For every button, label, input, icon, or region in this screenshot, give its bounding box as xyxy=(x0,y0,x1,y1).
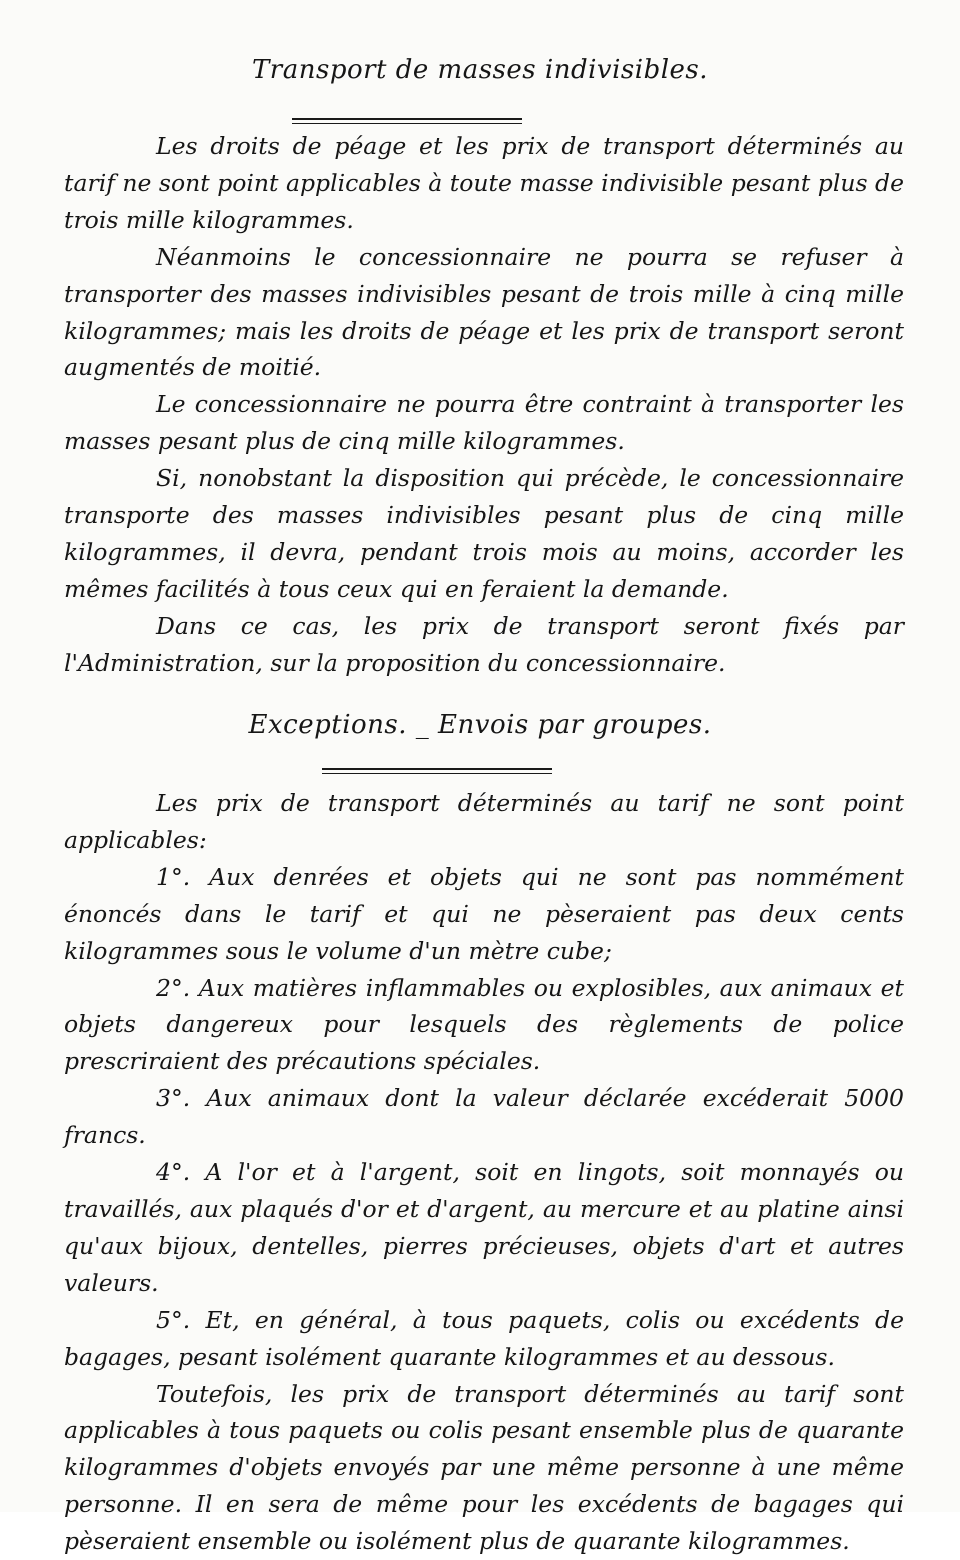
list-item: 5°. Et, en général, à tous paquets, colis ou excédents de bagages, pesant isolément quarante kilogrammes et au dessous. xyxy=(64,1302,904,1376)
list-item: 4°. A l'or et à l'argent, soit en lingots, soit monnayés ou travaillés, aux plaqués d'or et d'argent, au mercure et au platine ainsi qu'aux bijoux, dentelles, pierres précieuses, objets d'art et autres valeurs. xyxy=(64,1154,904,1302)
list-item: 3°. Aux animaux dont la valeur déclarée excéderait 5000 francs. xyxy=(64,1080,904,1154)
section-body-exceptions xyxy=(64,785,904,1560)
section-title-masses: Transport de masses indivisibles. xyxy=(0,55,960,85)
paragraph: Néanmoins le concessionnaire ne pourra se refuser à transporter des masses indivisibles pesant de trois mille à cinq mille kilogrammes; mais les droits de péage et les prix de transport seront augmentés de moitié. xyxy=(64,239,904,387)
title-underline xyxy=(292,118,522,124)
paragraph: Les prix de transport déterminés au tarif ne sont point applicables: xyxy=(64,785,904,859)
section-body-masses xyxy=(64,128,904,682)
paragraph: Dans ce cas, les prix de transport seront fixés par l'Administration, sur la proposition du concessionnaire. xyxy=(64,608,904,682)
title-underline xyxy=(322,768,552,774)
paragraph: Toutefois, les prix de transport déterminés au tarif sont applicables à tous paquets ou colis pesant ensemble plus de quarante kilogrammes d'objets envoyés par une même personne à une même personne. Il en sera de même pour les excédents de bagages qui pèseraient ensemble ou isolément plus de quarante kilogrammes. xyxy=(64,1376,904,1560)
paragraph: Le concessionnaire ne pourra être contraint à transporter les masses pesant plus de cinq mille kilogrammes. xyxy=(64,386,904,460)
paragraph: Les droits de péage et les prix de transport déterminés au tarif ne sont point applicables à toute masse indivisible pesant plus de trois mille kilogrammes. xyxy=(64,128,904,239)
paragraph: Si, nonobstant la disposition qui précède, le concessionnaire transporte des masses indivisibles pesant plus de cinq mille kilogrammes, il devra, pendant trois mois au moins, accorder les mêmes facilités à tous ceux qui en feraient la demande. xyxy=(64,460,904,608)
list-item: 1°. Aux denrées et objets qui ne sont pas nommément énoncés dans le tarif et qui ne pèseraient pas deux cents kilogrammes sous le volume d'un mètre cube; xyxy=(64,859,904,970)
list-item: 2°. Aux matières inflammables ou explosibles, aux animaux et objets dangereux pour lesquels des règlements de police prescriraient des précautions spéciales. xyxy=(64,970,904,1081)
section-title-exceptions: Exceptions. _ Envois par groupes. xyxy=(0,710,960,740)
